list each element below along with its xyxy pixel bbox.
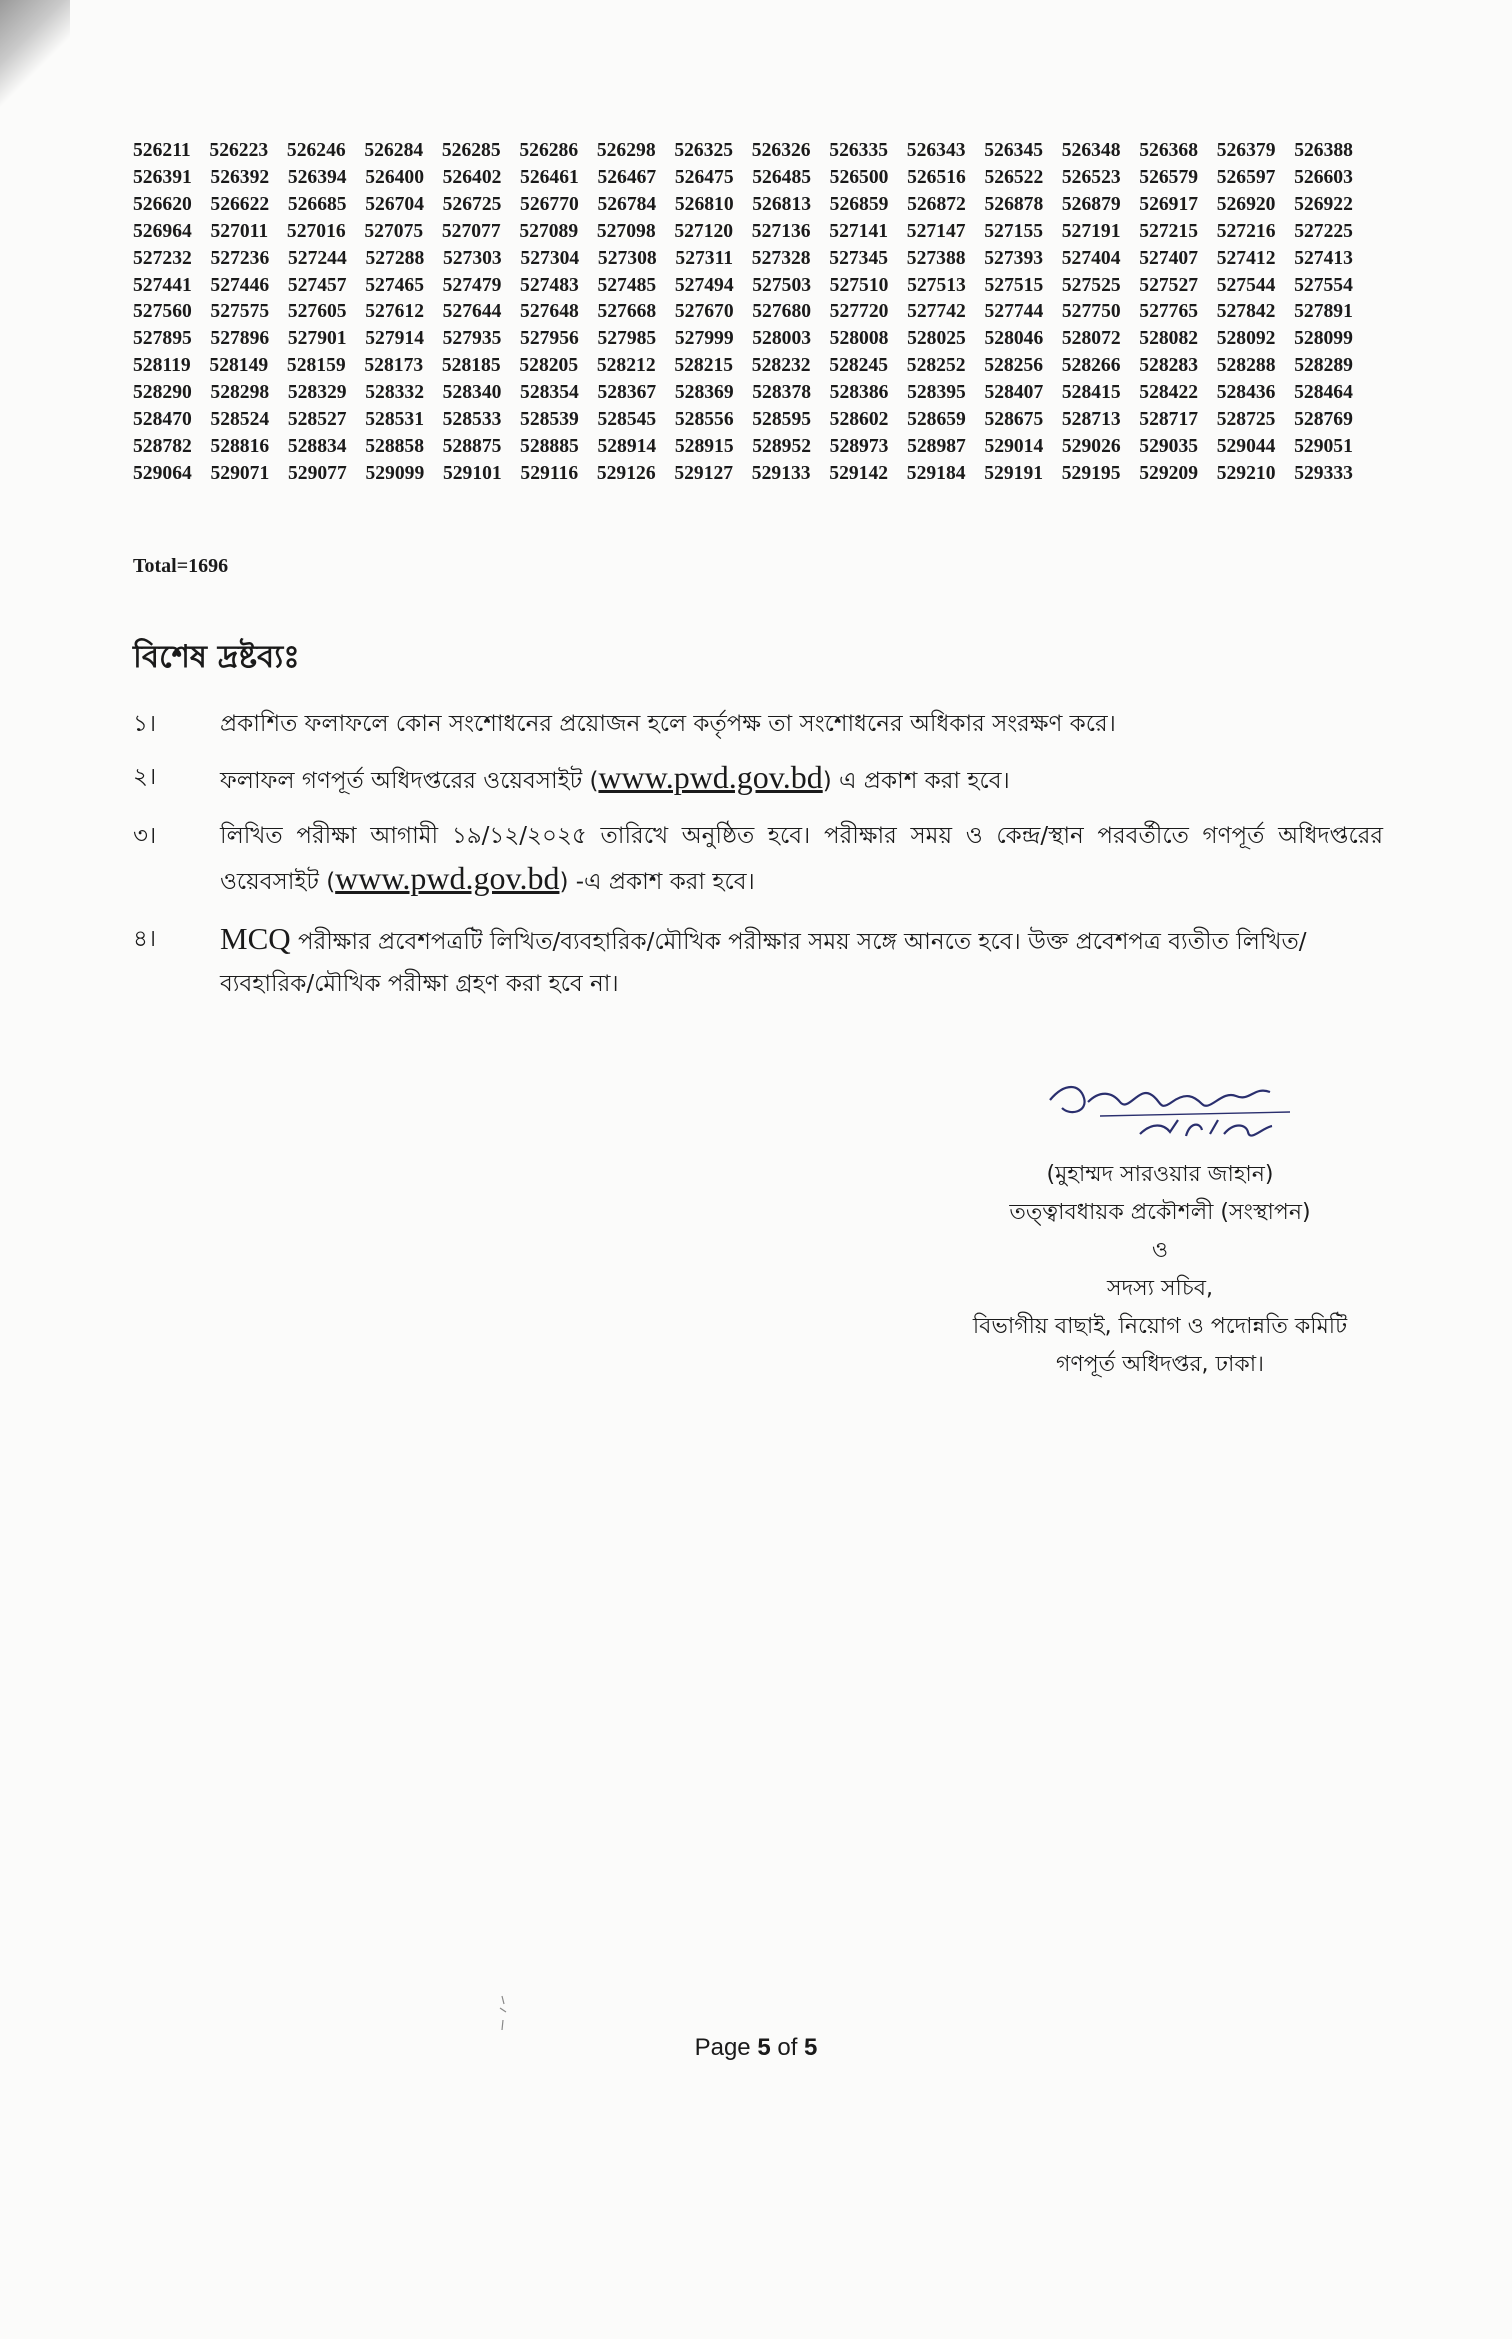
roll-number: 526285 xyxy=(441,140,501,161)
roll-row xyxy=(133,165,1353,192)
roll-number: 526379 xyxy=(1216,140,1276,161)
roll-number: 528099 xyxy=(1294,328,1353,350)
signatory-office: গণপূর্ত অধিদপ্তর, ঢাকা। xyxy=(1055,1352,1265,1377)
roll-number: 526326 xyxy=(751,140,811,161)
roll-number: 528470 xyxy=(133,409,192,431)
roll-number: 527288 xyxy=(365,247,425,269)
roll-number: 528245 xyxy=(829,355,889,377)
roll-number: 528769 xyxy=(1294,409,1353,431)
note-number: ৪। xyxy=(133,926,157,952)
roll-number: 527525 xyxy=(1061,274,1121,296)
roll-number: 526402 xyxy=(442,166,502,188)
roll-number: 527446 xyxy=(210,274,270,296)
roll-number: 528092 xyxy=(1216,328,1276,350)
roll-number: 528858 xyxy=(365,435,424,457)
page-of: of xyxy=(777,2034,798,2061)
note-text xyxy=(220,756,1383,802)
roll-number: 528545 xyxy=(597,409,657,431)
roll-row xyxy=(133,407,1353,434)
roll-number: 527895 xyxy=(133,328,192,350)
roll-number: 528332 xyxy=(365,382,424,404)
roll-number: 529126 xyxy=(596,462,656,484)
roll-number: 527985 xyxy=(597,328,657,350)
roll-number: 527750 xyxy=(1061,301,1121,323)
roll-number: 529210 xyxy=(1216,462,1276,484)
roll-number: 529133 xyxy=(751,462,811,484)
note-number: ৩। xyxy=(133,823,157,849)
roll-number: 528531 xyxy=(365,409,424,431)
roll-number: 528119 xyxy=(133,355,191,377)
roll-number: 526475 xyxy=(674,166,734,188)
roll-number: 529101 xyxy=(442,462,502,484)
roll-number: 527575 xyxy=(210,301,270,323)
roll-number: 526343 xyxy=(906,140,966,161)
roll-number: 527513 xyxy=(907,274,966,296)
notes-heading: বিশেষ দ্রষ্টব্যঃ xyxy=(133,639,300,675)
roll-number: 527503 xyxy=(752,274,812,296)
roll-number: 527075 xyxy=(364,220,424,242)
roll-number: 528973 xyxy=(829,435,889,457)
roll-number: 527141 xyxy=(829,220,889,242)
roll-number: 528885 xyxy=(520,435,579,457)
roll-number: 528340 xyxy=(442,382,502,404)
roll-number: 528289 xyxy=(1294,355,1353,377)
roll-number: 526284 xyxy=(364,140,424,161)
roll-number: 528725 xyxy=(1216,409,1276,431)
roll-number: 529195 xyxy=(1061,462,1121,484)
roll-number: 527413 xyxy=(1294,247,1353,269)
roll-number: 528266 xyxy=(1061,355,1121,377)
roll-number: 528816 xyxy=(210,435,270,457)
roll-row xyxy=(133,219,1353,246)
roll-number: 527515 xyxy=(984,274,1044,296)
roll-number: 527956 xyxy=(520,328,579,350)
roll-number: 528834 xyxy=(287,435,347,457)
roll-number: 526879 xyxy=(1061,193,1121,215)
roll-number: 527670 xyxy=(674,301,734,323)
roll-number: 527999 xyxy=(674,328,734,350)
roll-row xyxy=(133,299,1353,326)
roll-number: 527648 xyxy=(520,301,579,323)
roll-number: 527077 xyxy=(441,220,501,242)
roll-number: 527236 xyxy=(210,247,270,269)
roll-number: 527605 xyxy=(287,301,347,323)
roll-number: 529035 xyxy=(1139,435,1199,457)
roll-number: 527441 xyxy=(133,274,192,296)
roll-number: 527680 xyxy=(752,301,812,323)
roll-number: 529209 xyxy=(1139,462,1198,484)
roll-number: 527393 xyxy=(984,247,1044,269)
roll-number: 527668 xyxy=(597,301,657,323)
roll-number: 528602 xyxy=(829,409,889,431)
roll-row xyxy=(133,461,1353,488)
roll-number: 526211 xyxy=(133,140,191,161)
roll-number: 527483 xyxy=(520,274,579,296)
roll-number: 528378 xyxy=(752,382,812,404)
roll-number: 527016 xyxy=(286,220,346,242)
roll-number: 528215 xyxy=(674,355,734,377)
roll-row xyxy=(133,273,1353,300)
roll-number: 526603 xyxy=(1294,166,1353,188)
roll-number: 526246 xyxy=(286,140,346,161)
roll-number: 528539 xyxy=(520,409,579,431)
roll-number: 528875 xyxy=(442,435,502,457)
signatory-committee: বিভাগীয় বাছাই, নিয়োগ ও পদোন্নতি কমিটি xyxy=(972,1314,1348,1339)
note-text-part: লিখিত পরীক্ষা আগামী ১৯/১২/২০২৫ তারিখে অনুষ্ঠিত হবে। পরীক্ষার সময় ও কেন্দ্র/স্থান পরবর্তীতে গণপূর্ত অধিদপ্তরের ওয়েবসাইট ( xyxy=(220,823,1383,895)
roll-number: 529064 xyxy=(133,462,192,484)
roll-number: 527901 xyxy=(287,328,347,350)
roll-number: 527465 xyxy=(365,274,424,296)
roll-number: 528149 xyxy=(209,355,269,377)
roll-number: 528782 xyxy=(133,435,192,457)
roll-number: 527089 xyxy=(519,220,579,242)
roll-number: 528290 xyxy=(133,382,192,404)
roll-number: 529184 xyxy=(906,462,966,484)
roll-number: 526810 xyxy=(674,193,734,215)
roll-number: 528288 xyxy=(1216,355,1276,377)
page-number xyxy=(0,2034,1512,2062)
roll-number: 527612 xyxy=(365,301,424,323)
roll-number: 528252 xyxy=(906,355,966,377)
note-item xyxy=(133,815,1383,903)
note-text xyxy=(220,918,1383,1005)
note-item xyxy=(133,918,1383,1005)
roll-number: 526522 xyxy=(984,166,1044,188)
roll-number: 528595 xyxy=(752,409,812,431)
roll-number: 528556 xyxy=(674,409,734,431)
roll-number: 529142 xyxy=(829,462,889,484)
roll-number: 529333 xyxy=(1294,462,1353,484)
roll-number: 527560 xyxy=(133,301,192,323)
roll-number: 526597 xyxy=(1216,166,1276,188)
roll-number: 526298 xyxy=(596,140,656,161)
roll-number: 528436 xyxy=(1216,382,1276,404)
website-url[interactable]: www.pwd.gov.bd xyxy=(598,759,823,795)
roll-number: 529014 xyxy=(984,435,1044,457)
note-text-part: পরীক্ষার প্রবেশপত্রটি লিখিত/ব্যবহারিক/মৌখিক পরীক্ষার সময় সঙ্গে আনতে হবে। উক্ত প্রবেশপত্র ব্যতীত লিখিত/ব্যবহারিক/মৌখিক পরীক্ষা গ্রহণ করা হবে না। xyxy=(220,929,1307,997)
roll-number: 526704 xyxy=(365,193,424,215)
roll-number: 526485 xyxy=(752,166,812,188)
note-item xyxy=(133,756,1383,802)
signatory-name: (মুহাম্মদ সারওয়ার জাহান) xyxy=(1046,1162,1274,1187)
roll-number: 528952 xyxy=(752,435,812,457)
roll-number: 526400 xyxy=(365,166,424,188)
roll-number: 526964 xyxy=(133,220,192,242)
roll-number: 528173 xyxy=(364,355,424,377)
roll-number: 526917 xyxy=(1139,193,1199,215)
roll-number: 527308 xyxy=(597,247,657,269)
roll-number: 529191 xyxy=(984,462,1044,484)
roll-number: 526920 xyxy=(1216,193,1276,215)
roll-number: 528212 xyxy=(596,355,656,377)
roll-number: 527215 xyxy=(1139,220,1198,242)
roll-row xyxy=(133,380,1353,407)
roll-number: 527842 xyxy=(1216,301,1276,323)
roll-number: 527479 xyxy=(442,274,502,296)
roll-number: 527404 xyxy=(1061,247,1121,269)
roll-number: 527216 xyxy=(1216,220,1276,242)
roll-number: 528008 xyxy=(829,328,889,350)
roll-number: 527485 xyxy=(597,274,657,296)
roll-number: 528354 xyxy=(520,382,579,404)
roll-number: 526770 xyxy=(520,193,579,215)
mcq-label: MCQ xyxy=(220,921,291,956)
roll-number: 528185 xyxy=(441,355,501,377)
roll-number: 528232 xyxy=(751,355,811,377)
roll-number: 527510 xyxy=(829,274,889,296)
roll-number: 527345 xyxy=(829,247,889,269)
roll-number: 528298 xyxy=(210,382,270,404)
website-url[interactable]: www.pwd.gov.bd xyxy=(335,860,560,896)
roll-number: 528072 xyxy=(1061,328,1121,350)
roll-number: 528717 xyxy=(1139,409,1199,431)
scan-corner-fold xyxy=(0,0,70,110)
page-label: Page xyxy=(694,2034,751,2061)
note-text xyxy=(220,815,1383,903)
roll-number: 528283 xyxy=(1139,355,1198,377)
roll-number: 528256 xyxy=(984,355,1044,377)
roll-number: 528367 xyxy=(597,382,657,404)
note-text: প্রকাশিত ফলাফলে কোন সংশোধনের প্রয়োজন হলে কর্তৃপক্ষ তা সংশোধনের অধিকার সংরক্ষণ করে। xyxy=(220,711,1116,737)
roll-number: 527765 xyxy=(1139,301,1199,323)
roll-number: 526725 xyxy=(442,193,502,215)
roll-number: 527891 xyxy=(1294,301,1353,323)
roll-number: 528386 xyxy=(829,382,889,404)
roll-number: 527644 xyxy=(442,301,502,323)
roll-number: 527554 xyxy=(1294,274,1353,296)
roll-number: 527311 xyxy=(675,247,734,269)
roll-number: 526516 xyxy=(907,166,966,188)
roll-number: 526500 xyxy=(829,166,889,188)
roll-number: 528914 xyxy=(597,435,657,457)
note-number: ১। xyxy=(133,711,157,737)
roll-number: 528395 xyxy=(907,382,966,404)
roll-number: 527098 xyxy=(596,220,656,242)
roll-number: 526467 xyxy=(597,166,657,188)
roll-number: 527225 xyxy=(1294,220,1353,242)
roll-row xyxy=(133,192,1353,219)
roll-number: 527935 xyxy=(442,328,502,350)
roll-number: 526872 xyxy=(907,193,966,215)
roll-number: 527527 xyxy=(1139,274,1199,296)
roll-number: 527011 xyxy=(210,220,269,242)
roll-row xyxy=(133,246,1353,273)
roll-number: 526813 xyxy=(752,193,812,215)
signatory-block xyxy=(880,1070,1440,1384)
page-current: 5 xyxy=(757,2034,771,2061)
roll-number: 527494 xyxy=(674,274,734,296)
roll-number: 529071 xyxy=(210,462,270,484)
roll-number: 527328 xyxy=(751,247,811,269)
roll-number: 527304 xyxy=(520,247,580,269)
roll-number: 527742 xyxy=(907,301,966,323)
roll-number: 526461 xyxy=(520,166,579,188)
roll-number: 526345 xyxy=(984,140,1044,161)
roll-number: 529077 xyxy=(287,462,347,484)
roll-number: 528329 xyxy=(287,382,347,404)
roll-number: 526348 xyxy=(1061,140,1121,161)
roll-number: 528533 xyxy=(442,409,502,431)
roll-number: 527407 xyxy=(1139,247,1198,269)
roll-number: 527303 xyxy=(442,247,502,269)
roll-number: 526392 xyxy=(210,166,270,188)
roll-number-list xyxy=(133,138,1353,488)
roll-row xyxy=(133,434,1353,461)
roll-number: 529116 xyxy=(520,462,579,484)
roll-number: 526622 xyxy=(210,193,270,215)
roll-number: 526620 xyxy=(133,193,192,215)
roll-number: 529044 xyxy=(1216,435,1276,457)
note-text-part: ) এ প্রকাশ করা হবে। xyxy=(822,768,1010,794)
roll-number: 526859 xyxy=(829,193,889,215)
roll-number: 528527 xyxy=(287,409,347,431)
roll-number: 527120 xyxy=(674,220,734,242)
roll-number: 527744 xyxy=(984,301,1044,323)
roll-number: 526391 xyxy=(133,166,192,188)
roll-number: 529099 xyxy=(365,462,425,484)
roll-number: 527914 xyxy=(365,328,424,350)
signatory-role: সদস্য সচিব, xyxy=(1107,1276,1213,1301)
roll-number: 528159 xyxy=(286,355,346,377)
roll-number: 526784 xyxy=(597,193,657,215)
roll-number: 528407 xyxy=(984,382,1044,404)
roll-number: 527136 xyxy=(751,220,811,242)
roll-number: 527388 xyxy=(906,247,966,269)
signatory-designation: তত্ত্বাবধায়ক প্রকৌশলী (সংস্থাপন) xyxy=(1009,1200,1311,1225)
roll-number: 529051 xyxy=(1294,435,1353,457)
roll-number: 526223 xyxy=(209,140,269,161)
roll-number: 526286 xyxy=(519,140,579,161)
roll-number: 527244 xyxy=(287,247,347,269)
roll-number: 528659 xyxy=(907,409,966,431)
roll-number: 528082 xyxy=(1139,328,1199,350)
roll-number: 528205 xyxy=(519,355,579,377)
roll-number: 526325 xyxy=(674,140,734,161)
roll-number: 528415 xyxy=(1061,382,1121,404)
roll-number: 528524 xyxy=(210,409,270,431)
roll-number: 527147 xyxy=(906,220,966,242)
note-number: ২। xyxy=(133,764,157,790)
roll-number: 527720 xyxy=(829,301,889,323)
roll-number: 526394 xyxy=(287,166,347,188)
roll-number: 526523 xyxy=(1061,166,1121,188)
roll-number: 526685 xyxy=(287,193,347,215)
roll-number: 529026 xyxy=(1061,435,1121,457)
roll-number: 527457 xyxy=(287,274,347,296)
roll-number: 526335 xyxy=(829,140,889,161)
roll-number: 528713 xyxy=(1061,409,1121,431)
note-text-part: ) -এ প্রকাশ করা হবে। xyxy=(559,869,755,895)
signatory-conjunction: ও xyxy=(1151,1238,1169,1263)
roll-number: 526878 xyxy=(984,193,1044,215)
roll-number: 528464 xyxy=(1294,382,1353,404)
roll-number: 527191 xyxy=(1061,220,1121,242)
roll-row xyxy=(133,138,1353,165)
note-item xyxy=(133,703,1383,745)
roll-number: 527155 xyxy=(984,220,1044,242)
roll-number: 528422 xyxy=(1139,382,1199,404)
roll-number: 527412 xyxy=(1216,247,1276,269)
roll-number: 528915 xyxy=(674,435,734,457)
roll-number: 529127 xyxy=(674,462,734,484)
roll-number: 527232 xyxy=(133,247,192,269)
roll-row xyxy=(133,326,1353,353)
roll-number: 528987 xyxy=(907,435,966,457)
roll-number: 528675 xyxy=(984,409,1044,431)
roll-number: 526579 xyxy=(1139,166,1199,188)
roll-number: 528046 xyxy=(984,328,1044,350)
roll-number: 528025 xyxy=(907,328,966,350)
roll-number: 526388 xyxy=(1294,140,1353,161)
roll-number: 526922 xyxy=(1294,193,1353,215)
roll-number: 526368 xyxy=(1139,140,1198,161)
total-count: Total=1696 xyxy=(133,555,229,577)
note-text-part: ফলাফল গণপূর্ত অধিদপ্তরের ওয়েবসাইট ( xyxy=(220,768,599,794)
page-total: 5 xyxy=(804,2034,818,2061)
roll-row xyxy=(133,353,1353,380)
roll-number: 528003 xyxy=(752,328,812,350)
roll-number: 527544 xyxy=(1216,274,1276,296)
roll-number: 528369 xyxy=(674,382,734,404)
roll-number: 527896 xyxy=(210,328,270,350)
